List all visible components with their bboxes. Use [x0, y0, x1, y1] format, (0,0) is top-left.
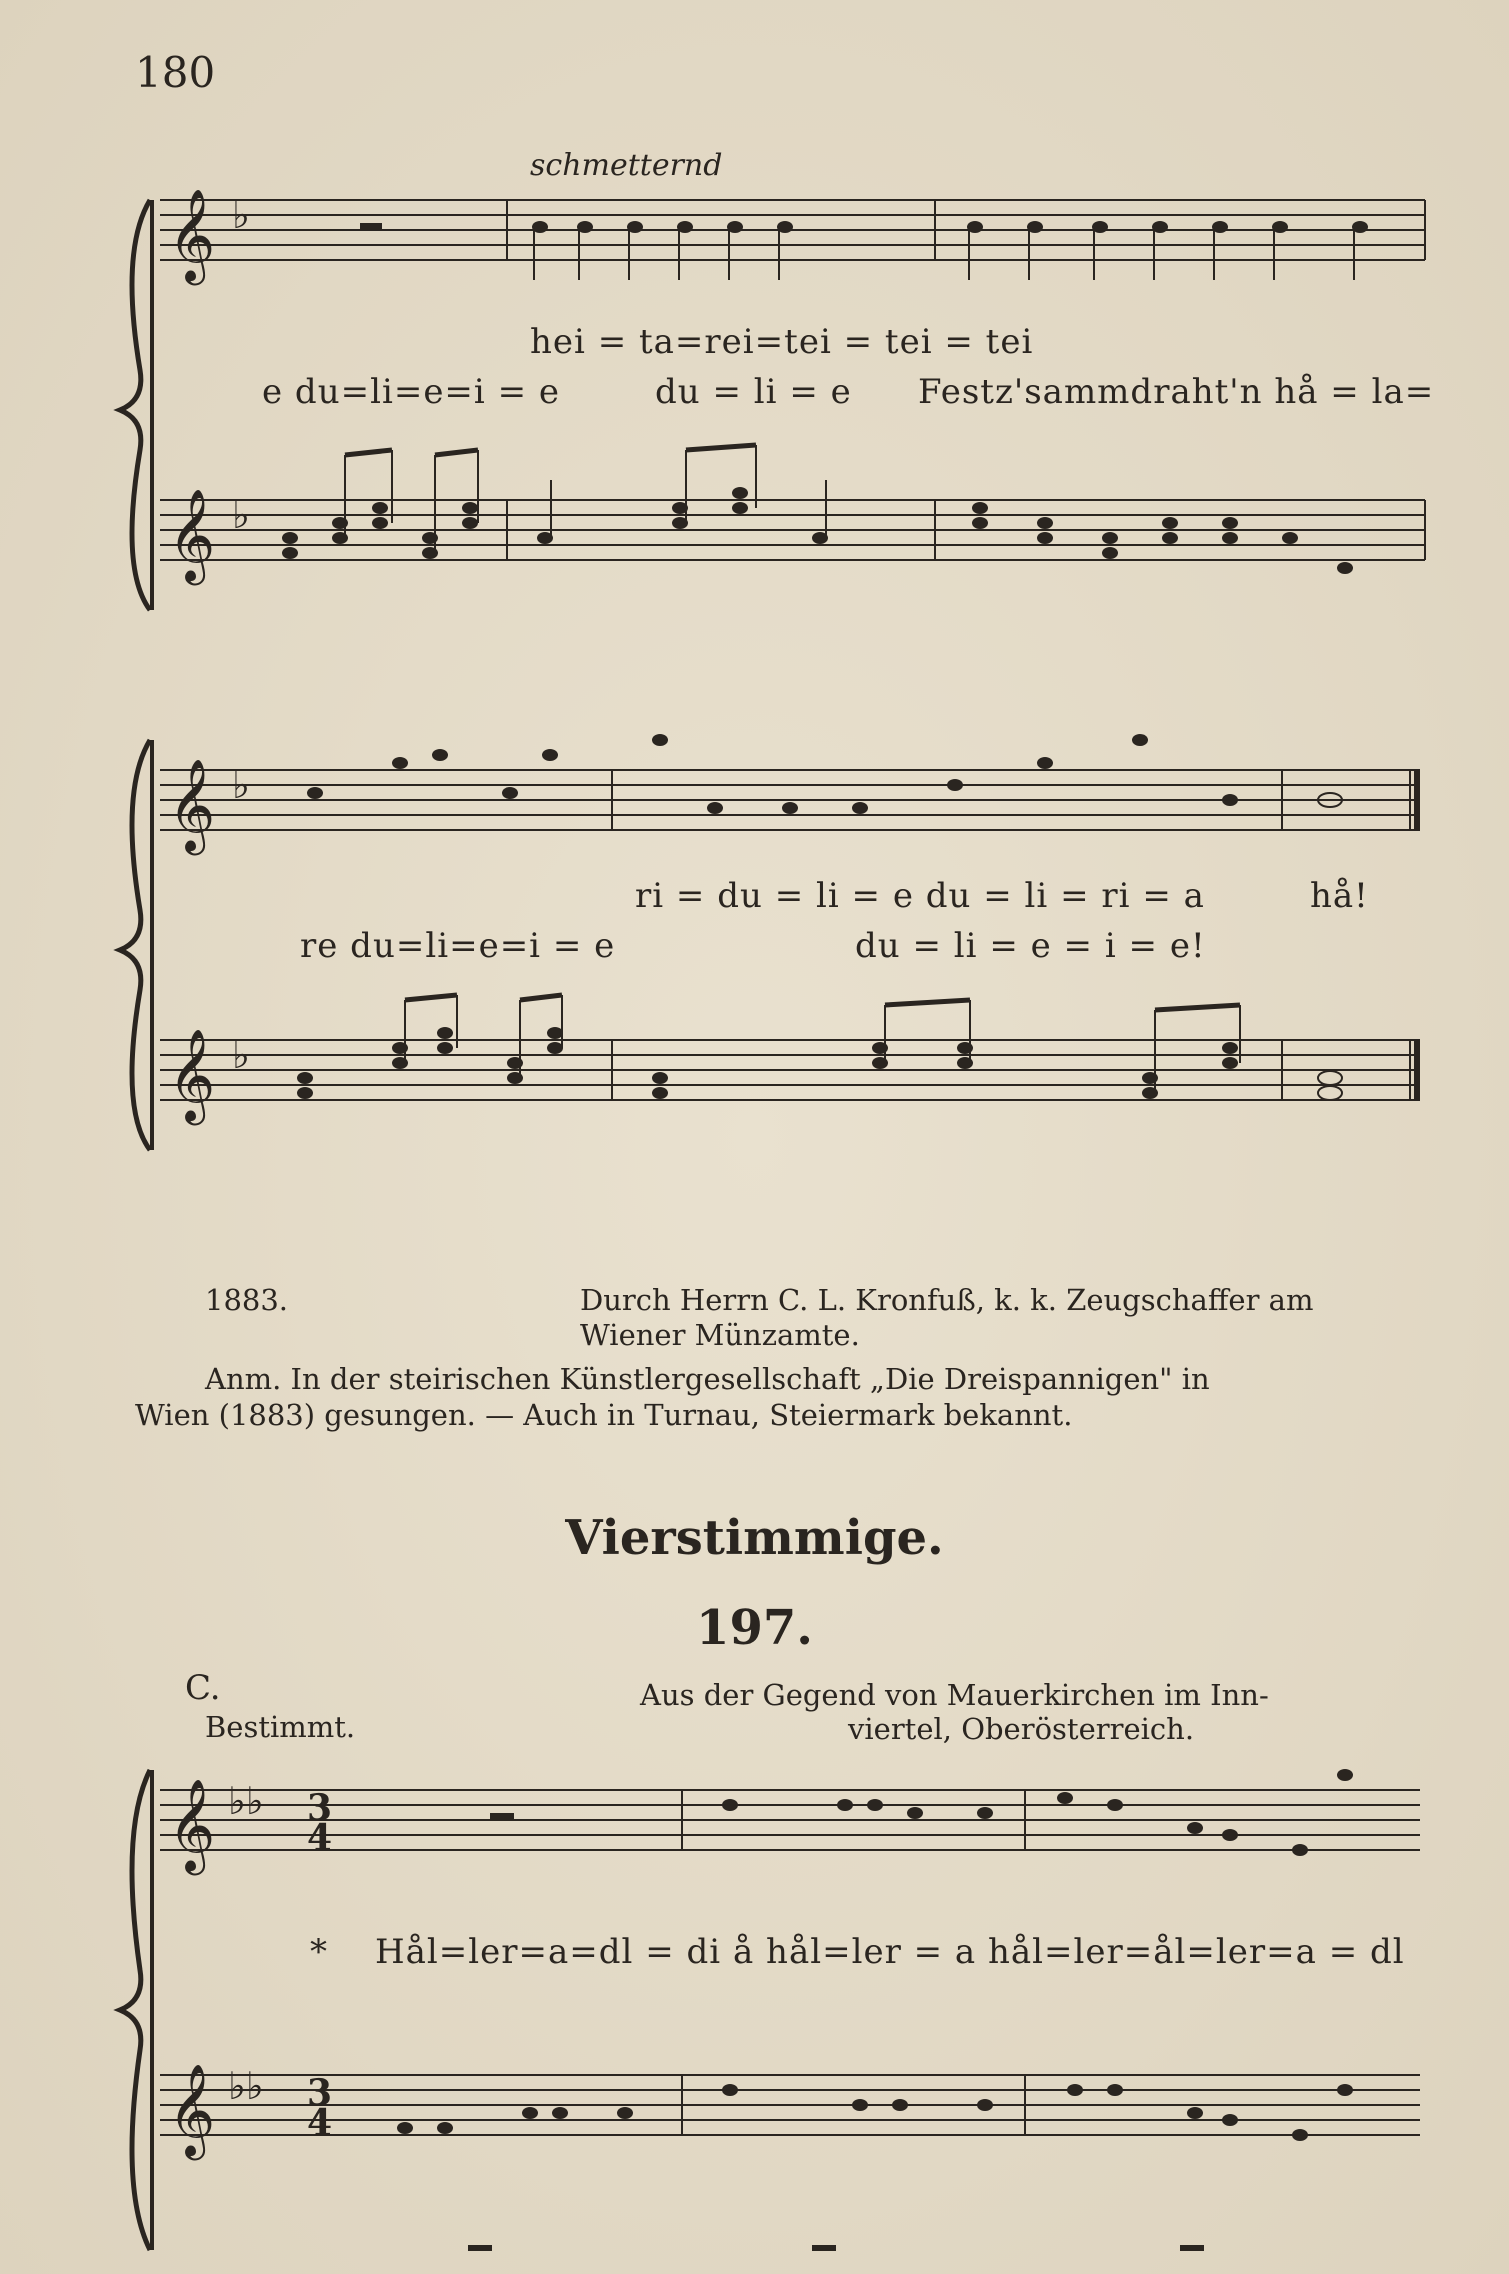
origin-line1: Aus der Gegend von Mauerkirchen im Inn-: [640, 1678, 1269, 1712]
lyrics-lower-3: Festz'sammdraht'n hå = la=: [918, 372, 1435, 412]
time-sig-top: 3: [307, 2072, 333, 2114]
lyrics-upper: hei = ta=rei=tei = tei = tei: [530, 322, 1034, 362]
footnote-remark-line1: Anm. In der steirischen Künstlergesellschaft „Die Dreispannigen" in: [205, 1362, 1210, 1396]
lyrics-197: Hål=ler=a=dl = di å hål=ler = a hål=ler=ål=ler=a = dl: [375, 1932, 1405, 1972]
lyrics-lower-2: du = li = e = i = e!: [855, 926, 1206, 966]
treble-clef-icon: 𝄞: [168, 188, 216, 281]
treble-clef-icon: 𝄞: [168, 758, 216, 851]
treble-clef-icon: 𝄞: [168, 1778, 216, 1871]
flat-key-signature-icon: ♭: [232, 193, 250, 237]
lower-notes: [397, 2084, 1353, 2141]
upper-notes: [532, 221, 1368, 233]
time-sig-top: 3: [307, 1787, 333, 1829]
rest-icon: [490, 1813, 514, 1820]
tempo-label: Bestimmt.: [205, 1710, 356, 1744]
footnote-source-line1: Durch Herrn C. L. Kronfuß, k. k. Zeugschaffer am: [580, 1283, 1314, 1317]
key-label: C.: [185, 1668, 221, 1708]
lyrics-lower-2: du = li = e: [655, 372, 852, 412]
time-sig-bottom: 4: [307, 1817, 333, 1859]
footnote-year: 1883.: [205, 1283, 289, 1317]
lyrics-upper: ri = du = li = e du = li = ri = a: [635, 876, 1205, 916]
upper-staff: [160, 1790, 1420, 1850]
flat-key-signature-icon: ♭♭: [228, 2064, 264, 2108]
rest-icon: [360, 223, 382, 230]
upper-staff: [160, 200, 1425, 260]
lower-notes: [297, 1027, 1342, 1100]
lyrics-lower-1: re du=li=e=i = e: [300, 926, 616, 966]
tempo-direction: schmetternd: [530, 148, 723, 183]
flat-key-signature-icon: ♭: [232, 493, 250, 537]
treble-clef-icon: 𝄞: [168, 2063, 216, 2156]
treble-clef-icon: 𝄞: [168, 488, 216, 581]
music-system-3: [0, 1750, 1509, 2270]
song-number: 197.: [696, 1600, 813, 1656]
section-heading: Vierstimmige.: [565, 1510, 944, 1566]
music-system-2: [0, 710, 1509, 1180]
system-brace: [120, 740, 150, 1150]
system-brace: [120, 1770, 150, 2250]
lower-beams: [345, 445, 756, 455]
lower-staff: [160, 500, 1425, 560]
footnote-remark-line2: Wien (1883) gesungen. — Auch in Turnau, Steiermark bekannt.: [135, 1398, 1073, 1432]
lyrics-lower-1: e du=li=e=i = e: [262, 372, 561, 412]
flat-key-signature-icon: ♭: [232, 1033, 250, 1077]
upper-notes: [307, 734, 1342, 814]
upper-stems: [534, 227, 1354, 280]
lyrics-marker: *: [310, 1932, 328, 1972]
time-sig-bottom: 4: [307, 2102, 333, 2144]
lower-beams: [405, 995, 1240, 1010]
flat-key-signature-icon: ♭♭: [228, 1779, 264, 1823]
upper-notes: [722, 1769, 1353, 1856]
lyrics-upper-end: hå!: [1310, 876, 1369, 916]
treble-clef-icon: 𝄞: [168, 1028, 216, 1121]
origin-line2: viertel, Oberösterreich.: [848, 1712, 1195, 1746]
flat-key-signature-icon: ♭: [232, 763, 250, 807]
page-number: 180: [135, 48, 216, 97]
lower-staff: [160, 2075, 1420, 2135]
footnote-source-line2: Wiener Münzamte.: [580, 1318, 860, 1352]
system-brace: [120, 200, 150, 610]
